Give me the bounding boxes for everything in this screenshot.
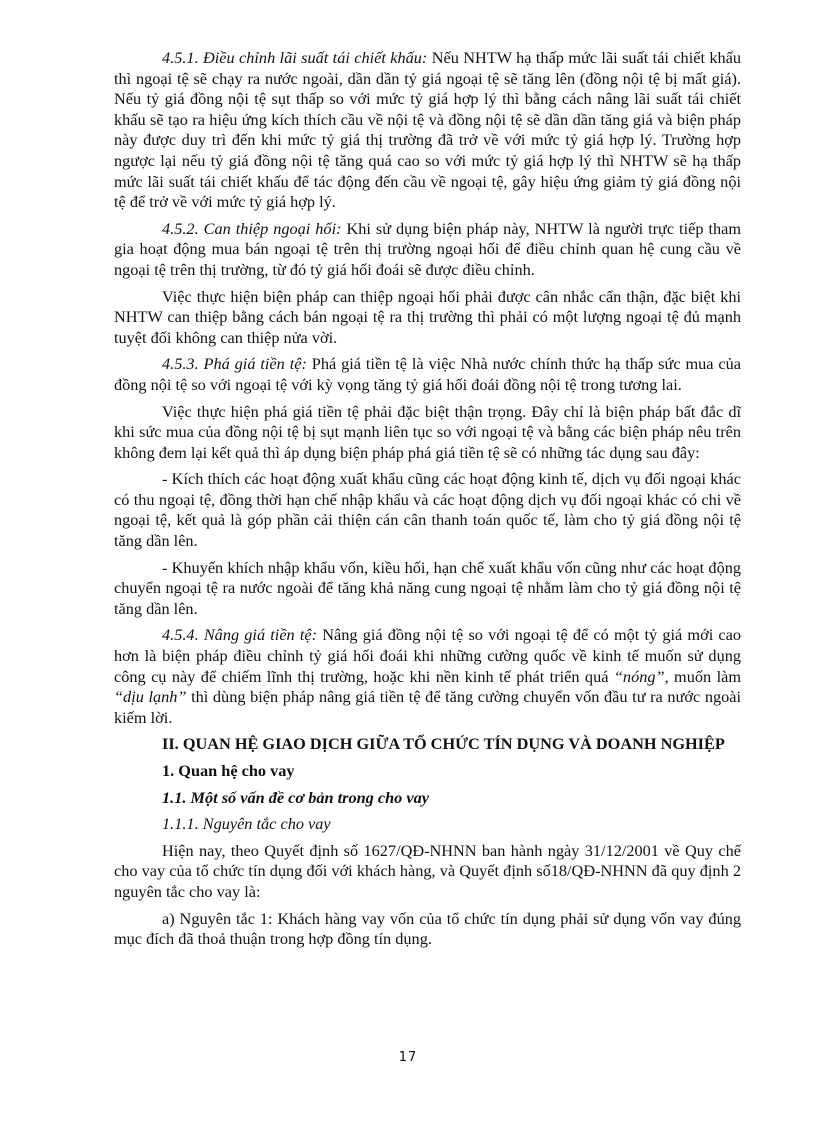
paragraph-regulation bbox=[114, 841, 741, 903]
paragraph-text: - Khuyến khích nhập khẩu vốn, kiều hối, hạn chế xuất khẩu vốn cũng như các hoạt động chuyển ngoại tệ ra nước ngoài để tăng khả năng cung ngoại tệ nhằm làm cho tỷ giá đồng nội tệ tăng dần lên. bbox=[114, 557, 741, 618]
paragraph-text: Hiện nay, theo Quyết định số 1627/QĐ-NHNN ban hành ngày 31/12/2001 về Quy chế cho vay của tổ chức tín dụng đối với khách hàng, và Quyết định số18/QĐ-NHNN đã quy định 2 nguyên tắc cho vay là: bbox=[114, 840, 741, 901]
paragraph-text: a) Nguyên tắc 1: Khách hàng vay vốn của tổ chức tín dụng phải sử dụng vốn vay đúng mục đích đã thoả thuận trong hợp đồng tín dụng. bbox=[114, 908, 741, 949]
document-page bbox=[114, 48, 741, 956]
paragraph-text: thì dùng biện pháp nâng giá tiền tệ để tăng cường chuyển vốn đầu tư ra nước ngoài kiếm lời. bbox=[114, 687, 741, 727]
bullet-capital-import bbox=[114, 558, 741, 620]
paragraph-text: Việc thực hiện phá giá tiền tệ phải đặc biệt thận trọng. Đây chỉ là biện pháp bất đắc dĩ khi sức mua của đồng nội tệ bị sụt mạnh liên tục so với ngoại tệ và bằng các biện pháp nêu trên không đem lại kết quả thì áp dụng biện pháp phá giá tiền tệ sẽ có những tác dụng sau đây: bbox=[114, 401, 741, 462]
paragraph-principle-1 bbox=[114, 909, 741, 950]
paragraph-text: - Kích thích các hoạt động xuất khẩu cũng các hoạt động kinh tế, dịch vụ đối ngoại khác có thu ngoại tệ, đồng thời hạn chế nhập khẩu và các hoạt động dịch vụ đối ngoại khác có chi về ngoại tệ, kết quả là góp phần cải thiện cán cân thanh toán quốc tế, làm cho tỷ giá đồng nội tệ tăng dần lên. bbox=[114, 469, 741, 551]
paragraph-lead: 4.5.3. Phá giá tiền tệ: bbox=[162, 354, 307, 374]
paragraph-4-5-3 bbox=[114, 354, 741, 395]
paragraph-text: Phá giá tiền tệ là việc Nhà nước chính thức hạ thấp sức mua của đồng nội tệ so với ngoại tệ với kỳ vọng tăng tỷ giá hối đoái đồng nội tệ trong tương lai. bbox=[114, 354, 742, 394]
paragraph-4-5-4 bbox=[114, 625, 741, 728]
page-number: 17 bbox=[398, 1050, 418, 1065]
paragraph-text: Nếu NHTW hạ thấp mức lãi suất tái chiết khấu thì ngoại tệ sẽ chạy ra nước ngoài, dần dần tỷ giá ngoại tệ sẽ tăng lên (đồng nội tệ bị mất giá). Nếu tỷ giá đồng nội tệ sụt thấp so với mức tỷ giá hợp lý thì bằng cách nâng lãi suất tái chiết khấu sẽ tạo ra hiệu ứng kích thích cầu về nội tệ và đồng nội tệ sẽ dần dần tăng giá và biện pháp này được duy trì đến khi mức tỷ giá thị trường đã trở về với mức tỷ giá hợp lý. Trường hợp ngược lại nếu tỷ giá đồng nội tệ tăng quá cao so với mức tỷ giá hợp lý thì NHTW sẽ hạ thấp mức lãi suất tái chiết khấu để tác động đến cầu về ngoại tệ, gây hiệu ứng giảm tỷ giá đồng nội tệ để trở về với mức tỷ giá hợp lý. bbox=[114, 48, 742, 212]
bullet-export-stimulus bbox=[114, 469, 741, 551]
paragraph-intervention-note bbox=[114, 287, 741, 349]
section-heading: II. QUAN HỆ GIAO DỊCH GIỮA TỔ CHỨC TÍN DỤNG VÀ DOANH NGHIỆP bbox=[162, 734, 725, 754]
paragraph-text: Khi sử dụng biện pháp này, NHTW là người trực tiếp tham gia hoạt động mua bán ngoại tệ trên thị trường ngoại hối để điều chỉnh quan hệ cung cầu về ngoại tệ trên thị trường, từ đó tỷ giá hối đoái sẽ được điều chỉnh. bbox=[114, 218, 741, 279]
paragraph-lead: 4.5.4. Nâng giá tiền tệ: bbox=[162, 625, 318, 645]
paragraph-lead: 4.5.1. Điều chỉnh lãi suất tái chiết khấu: bbox=[162, 48, 428, 67]
paragraph-4-5-1 bbox=[114, 48, 741, 213]
subsubsection-heading: 1.1. Một số vấn đề cơ bản trong cho vay bbox=[162, 787, 429, 807]
paragraph-devaluation-note bbox=[114, 402, 741, 464]
quoted-term-hot: “nóng” bbox=[613, 666, 665, 686]
quoted-term-cool: “dịu lạnh” bbox=[114, 687, 187, 707]
minor-heading: 1.1.1. Nguyên tắc cho vay bbox=[162, 814, 331, 834]
paragraph-text: Việc thực hiện biện pháp can thiệp ngoại hối phải được cân nhắc cẩn thận, đặc biệt khi NHTW can thiệp bằng cách bán ngoại tệ ra thị trường thì phải có một lượng ngoại tệ đủ mạnh tuyệt đối không can thiệp nửa vời. bbox=[114, 286, 741, 347]
paragraph-4-5-2 bbox=[114, 219, 741, 281]
paragraph-text: , muốn làm bbox=[664, 666, 741, 686]
subsection-heading: 1. Quan hệ cho vay bbox=[162, 761, 295, 780]
paragraph-lead: 4.5.2. Can thiệp ngoại hối: bbox=[162, 218, 342, 238]
paragraph-text: Nâng giá đồng nội tệ so với ngoại tệ để có một tỷ giá mới cao hơn là biện pháp điều chỉnh tỷ giá hối đoái khi những cường quốc về kinh tế muốn sử dụng công cụ này để chiếm lĩnh thị trường, hoặc khi nền kinh tế phát triển quá bbox=[114, 625, 742, 686]
